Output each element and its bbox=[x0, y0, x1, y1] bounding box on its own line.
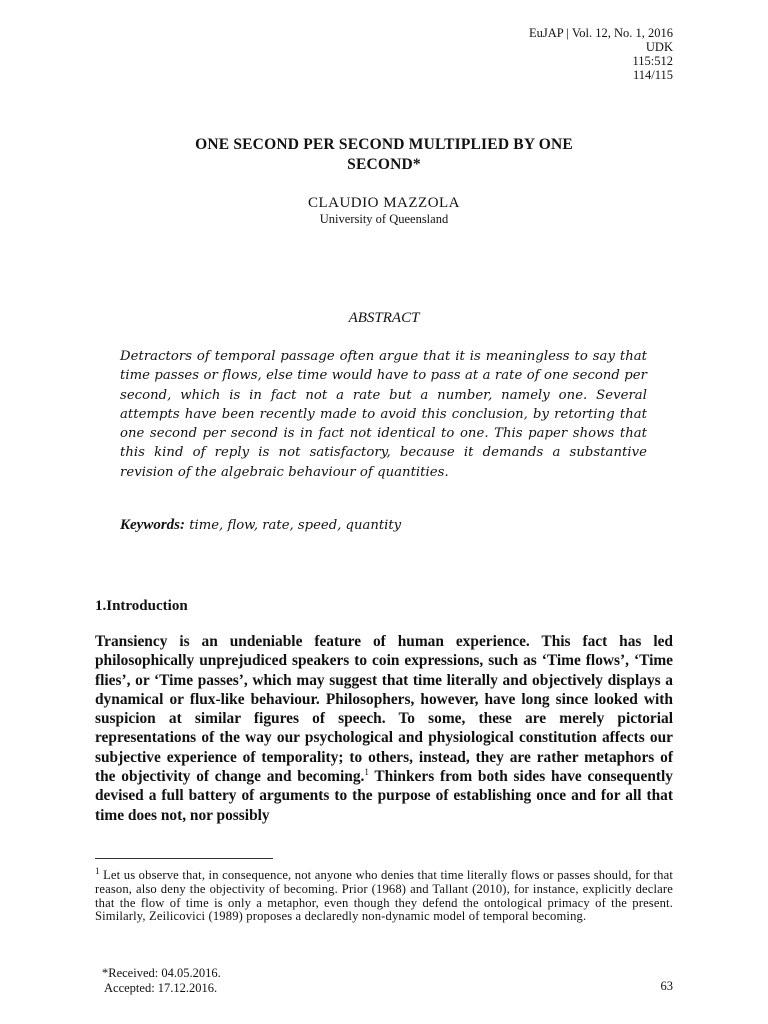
abstract-heading: ABSTRACT bbox=[348, 310, 420, 326]
body-paragraph bbox=[95, 632, 673, 825]
keywords-label: Keywords: bbox=[120, 517, 185, 533]
journal-citation: EuJAP | Vol. 12, No. 1, 2016 bbox=[529, 26, 673, 40]
footnote-divider bbox=[95, 858, 273, 859]
author-affiliation: University of Queensland bbox=[319, 212, 449, 226]
submission-dates bbox=[102, 966, 221, 996]
udk-code-1: 115:512 bbox=[632, 54, 673, 68]
keywords bbox=[120, 516, 647, 535]
journal-header bbox=[529, 26, 673, 82]
title-line-1: ONE SECOND PER SECOND MULTIPLIED BY ONE bbox=[195, 136, 573, 153]
paragraph-part-1: Transiency is an undeniable feature of human experience. This fact has led philosophically unprejudiced speakers to coin expressions, such as ‘Time flows’, ‘Time flies’, or ‘Time passes’, which may suggest that time literally and objectively displays a dynamical or flux-like behaviour. Philosophers, however, have long since looked with suspicion at similar figures of speech. To some, these are merely pictorial representations of the way our psychological and physiological constitution affects our subjective experience of temporality; to others, instead, they are rather metaphors of the objectivity of change and becoming. bbox=[95, 633, 673, 786]
udk-label: UDK bbox=[645, 40, 673, 54]
article-title bbox=[95, 135, 673, 175]
abstract-text: Detractors of temporal passage often argue that it is meaningless to say that time passes or flows, else time would have to pass at a rate of one second per second, which is in fact not a rate but a number, namely one. Several attempts have been recently made to avoid this conclusion, by retorting that one second per second is in fact not identical to one. This paper shows that this kind of reply is not satisfactory, because it demands a substantive revision of the algebraic behaviour of quantities. bbox=[120, 349, 647, 480]
footnote-reference: 1 bbox=[364, 766, 369, 777]
paragraph-part-2: Thinkers from both sides have consequently devised a full battery of arguments to the purpose of establishing once and for all that time does not, nor possibly bbox=[95, 768, 673, 824]
received-date: *Received: 04.05.2016. bbox=[102, 966, 221, 980]
accepted-date: Accepted: 17.12.2016. bbox=[104, 981, 218, 995]
footnote bbox=[95, 865, 673, 924]
footnote-marker: 1 bbox=[95, 865, 100, 876]
page-number: 63 bbox=[660, 979, 673, 993]
author-name: CLAUDIO MAZZOLA bbox=[307, 195, 461, 211]
footnote-text: Let us observe that, in consequence, not anyone who denies that time literally flows or passes should, for that reason, also deny the objectivity of becoming. Prior (1968) and Tallant (2010), for instance, explicitly declare that the flow of time is only a metaphor, even though they defend the ontological primacy of the present. Similarly, Zeilicovici (1989) proposes a declaredly non-dynamic model of temporal becoming. bbox=[95, 868, 673, 924]
section-heading: 1.Introduction bbox=[95, 598, 188, 614]
udk-code-2: 114/115 bbox=[632, 68, 673, 82]
keywords-value: time, flow, rate, speed, quantity bbox=[185, 518, 402, 533]
title-line-2: SECOND* bbox=[347, 156, 421, 173]
